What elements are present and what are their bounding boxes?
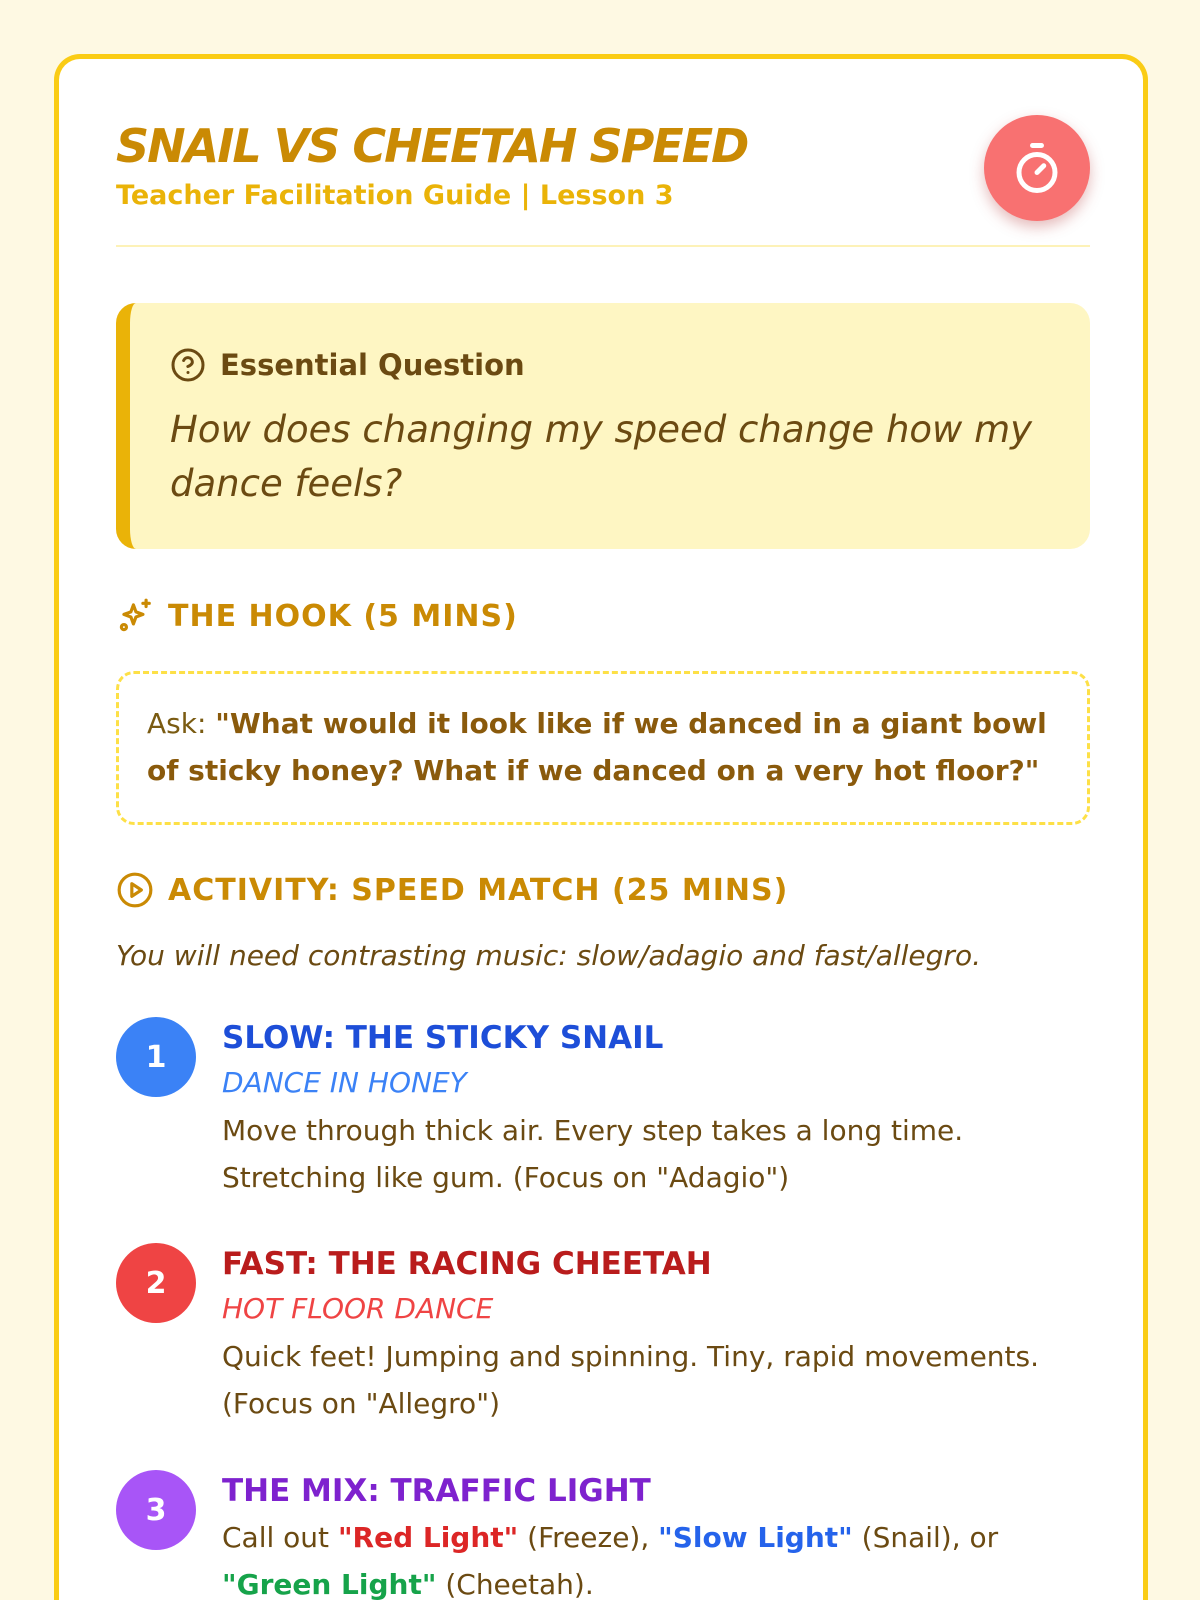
slow-light-label: "Slow Light" [658,1521,853,1554]
step-subtitle: DANCE IN HONEY [222,1066,467,1099]
hook-quote: "What would it look like if we danced in a giant bowl of sticky honey? What if we danced on a very hot floor?" [147,707,1047,787]
activity-note: You will need contrasting music: slow/adagio and fast/allegro. [116,939,981,972]
activity-heading [116,871,788,909]
step-title: THE MIX: TRAFFIC LIGHT [222,1473,651,1509]
step-desc-text: Call out [222,1521,338,1554]
step-number: 1 [116,1017,196,1097]
essential-question-heading [170,347,525,383]
step-number: 2 [116,1243,196,1323]
step-title: SLOW: THE STICKY SNAIL [222,1020,664,1056]
step-desc-text: (Freeze), [518,1521,659,1554]
essential-question-box [116,303,1090,549]
essential-question-label: Essential Question [220,348,525,382]
step-desc-text: (Cheetah). [436,1568,594,1600]
hook-prompt [116,671,1090,825]
header [116,115,1090,247]
page-title: SNAIL VS CHEETAH SPEED [116,119,748,173]
step-description [222,1514,1090,1600]
step-desc-text: (Snail), or [852,1521,999,1554]
green-light-label: "Green Light" [222,1568,437,1600]
step-description: Quick feet! Jumping and spinning. Tiny, rapid movements. (Focus on "Allegro") [222,1340,1040,1420]
hook-heading-label: THE HOOK (5 MINS) [168,598,518,634]
sparkles-icon [116,597,154,635]
play-circle-icon [116,871,154,909]
step-number: 3 [116,1470,196,1550]
red-light-label: "Red Light" [337,1521,519,1554]
hook-ask-label: Ask: [147,707,207,740]
step-description: Move through thick air. Every step takes a long time. Stretching like gum. (Focus on "Adagio") [222,1114,964,1194]
step-title: FAST: THE RACING CHEETAH [222,1246,712,1282]
timer-button[interactable] [984,115,1090,221]
lesson-card [54,54,1148,1600]
essential-question-text: How does changing my speed change how my dance feels? [170,408,1033,505]
hook-heading [116,597,518,635]
step-subtitle: HOT FLOOR DANCE [222,1292,494,1325]
stopwatch-icon [1010,141,1064,195]
page-subtitle: Teacher Facilitation Guide | Lesson 3 [116,180,674,211]
help-circle-icon [170,347,206,383]
activity-heading-label: ACTIVITY: SPEED MATCH (25 MINS) [168,872,789,908]
